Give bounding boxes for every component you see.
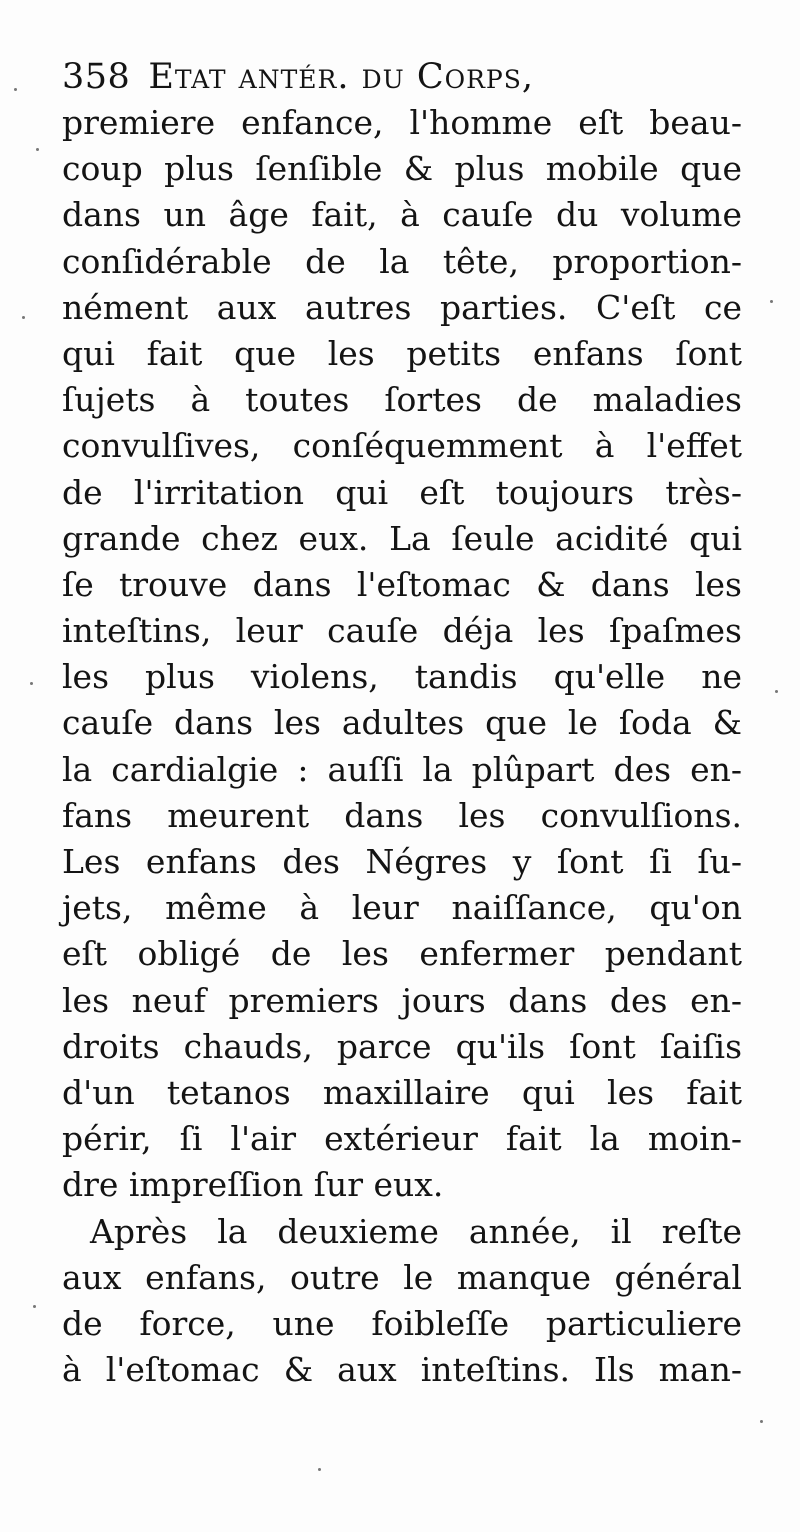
text-line: nément aux autres parties. C'eſt ce [62,287,742,327]
text-line: la cardialgie : auſſi la plûpart des en- [62,749,742,789]
text-line: eſt obligé de les enfermer pendant [62,934,742,974]
running-title: Etat antér. du Corps, [148,57,534,97]
paragraph-2 [62,1209,742,1394]
paper-speck [36,148,39,151]
paper-speck [318,1468,321,1471]
text-line: à l'eſtomac & aux inteſtins. Ils man- [62,1350,742,1390]
text-line: ſujets à toutes ſortes de maladies [62,380,742,420]
paragraph-1 [62,100,742,1209]
text-line: droits chauds, parce qu'ils ſont ſaiſis [62,1026,742,1066]
text-line: de l'irritation qui eſt toujours très- [62,472,742,512]
text-line: grande chez eux. La ſeule acidité qui [62,518,742,558]
text-line: coup plus ſenſible & plus mobile que [62,149,742,189]
paper-speck [770,300,773,303]
text-line: jets, même à leur naiſſance, qu'on [62,888,742,928]
paper-speck [30,682,33,685]
text-line: les plus violens, tandis qu'elle ne [62,657,742,697]
text-line: inteſtins, leur cauſe déja les ſpaſmes [62,611,742,651]
text-line: convulſives, conſéquemment à l'effet [62,426,742,466]
page-header [62,52,742,102]
text-line: fans meurent dans les convulſions. [62,795,742,835]
paper-speck [14,88,17,91]
text-line: dre impreſſion ſur eux. [62,1165,444,1205]
paper-speck [760,1420,763,1423]
text-line: de force, une foibleſſe particuliere [62,1303,742,1343]
paper-speck [33,1305,36,1308]
text-line: cauſe dans les adultes que le ſoda & [62,703,742,743]
paper-speck [775,690,778,693]
text-line: les neuf premiers jours dans des en- [62,980,742,1020]
text-line: Après la deuxieme année, il reſte [90,1211,742,1251]
text-line: ſe trouve dans l'eſtomac & dans les [62,564,742,604]
text-line: Les enfans des Négres y ſont ſi ſu- [62,842,742,881]
page-number: 358 [62,57,131,97]
body-text [62,100,742,1393]
text-line: périr, ſi l'air extérieur fait la moin- [62,1119,742,1159]
text-line: qui fait que les petits enfans ſont [62,333,742,373]
text-line: premiere enfance, l'homme eſt beau- [62,103,742,142]
text-line: dans un âge fait, à cauſe du volume [62,195,742,235]
text-line: d'un tetanos maxillaire qui les fait [62,1072,742,1112]
text-line: conſidérable de la tête, proportion- [62,241,742,281]
paper-speck [22,316,25,319]
text-line: aux enfans, outre le manque général [62,1257,742,1297]
